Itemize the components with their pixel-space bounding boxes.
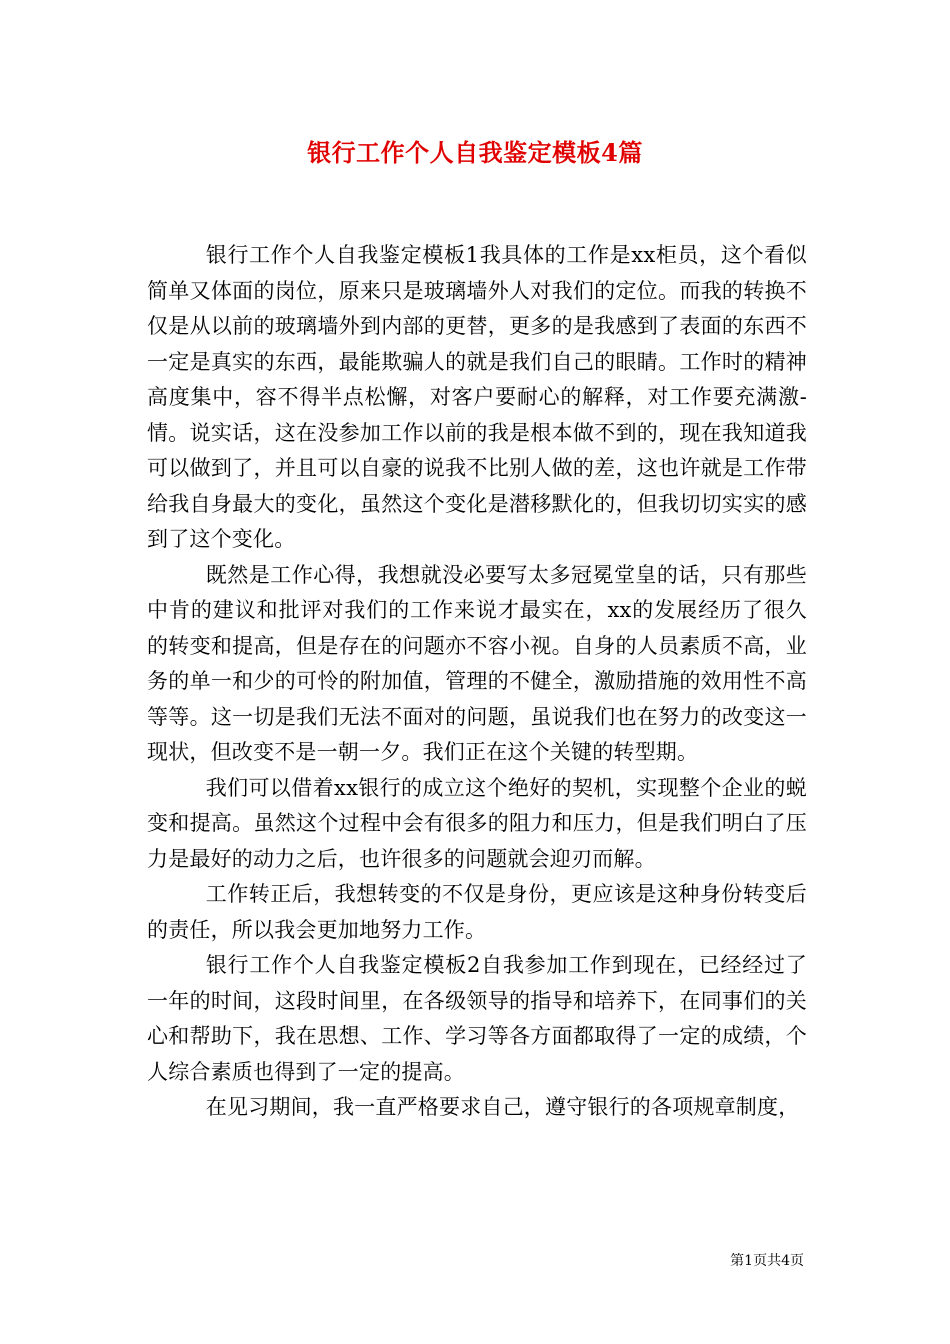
paragraph-1: 银行工作个人自我鉴定模板1我具体的工作是xx柜员，这个看似简单又体面的岗位，原来只是玻璃墙外人对我们的定位。而我的转换不仅是从以前的玻璃墙外到内部的更替，更多的是我感到了表面的东西不一定是真实的东西，最能欺骗人的就是我们自己的眼睛。工作时的精神高度集中，容不得半点松懈，对客户要耐心的解释，对工作要充满激-情。说实话，这在没参加工作以前的我是根本做不到的，现在我知道我可以做到了，并且可以自豪的说我不比别人做的差，这也许就是工作带给我自身最大的变化，虽然这个变化是潜移默化的，但我切切实实的感到了这个变化。 — [147, 243, 807, 551]
paragraph-6: 在见习期间，我一直严格要求自己，遵守银行的各项规章制度， — [205, 1095, 800, 1119]
paragraph-4: 工作转正后，我想转变的不仅是身份，更应该是这种身份转变后的责任，所以我会更加地努力工作。 — [147, 882, 807, 942]
page-number-footer: 第1页共4页 — [730, 1253, 804, 1269]
paragraph-2: 既然是工作心得，我想就没必要写太多冠冕堂皇的话，只有那些中肯的建议和批评对我们的工作来说才最实在，xx的发展经历了很久的转变和提高，但是存在的问题亦不容小视。自身的人员素质不高，业务的单一和少的可怜的附加值，管理的不健全，激励措施的效用性不高等等。这一切是我们无法不面对的问题，虽说我们也在努力的改变这一现状，但改变不是一朝一夕。我们正在这个关键的转型期。 — [147, 562, 807, 764]
paragraph-5: 银行工作个人自我鉴定模板2自我参加工作到现在，已经经过了一年的时间，这段时间里，在各级领导的指导和培养下，在同事们的关心和帮助下，我在思想、工作、学习等各方面都取得了一定的成绩，个人综合素质也得到了一定的提高。 — [147, 953, 807, 1084]
paragraph-3: 我们可以借着xx银行的成立这个绝好的契机，实现整个企业的蜕变和提高。虽然这个过程中会有很多的阻力和压力，但是我们明白了压力是最好的动力之后，也许很多的问题就会迎刃而解。 — [147, 775, 807, 871]
document-body — [147, 238, 807, 1126]
document-title: 银行工作个人自我鉴定模板4篇 — [307, 138, 643, 167]
